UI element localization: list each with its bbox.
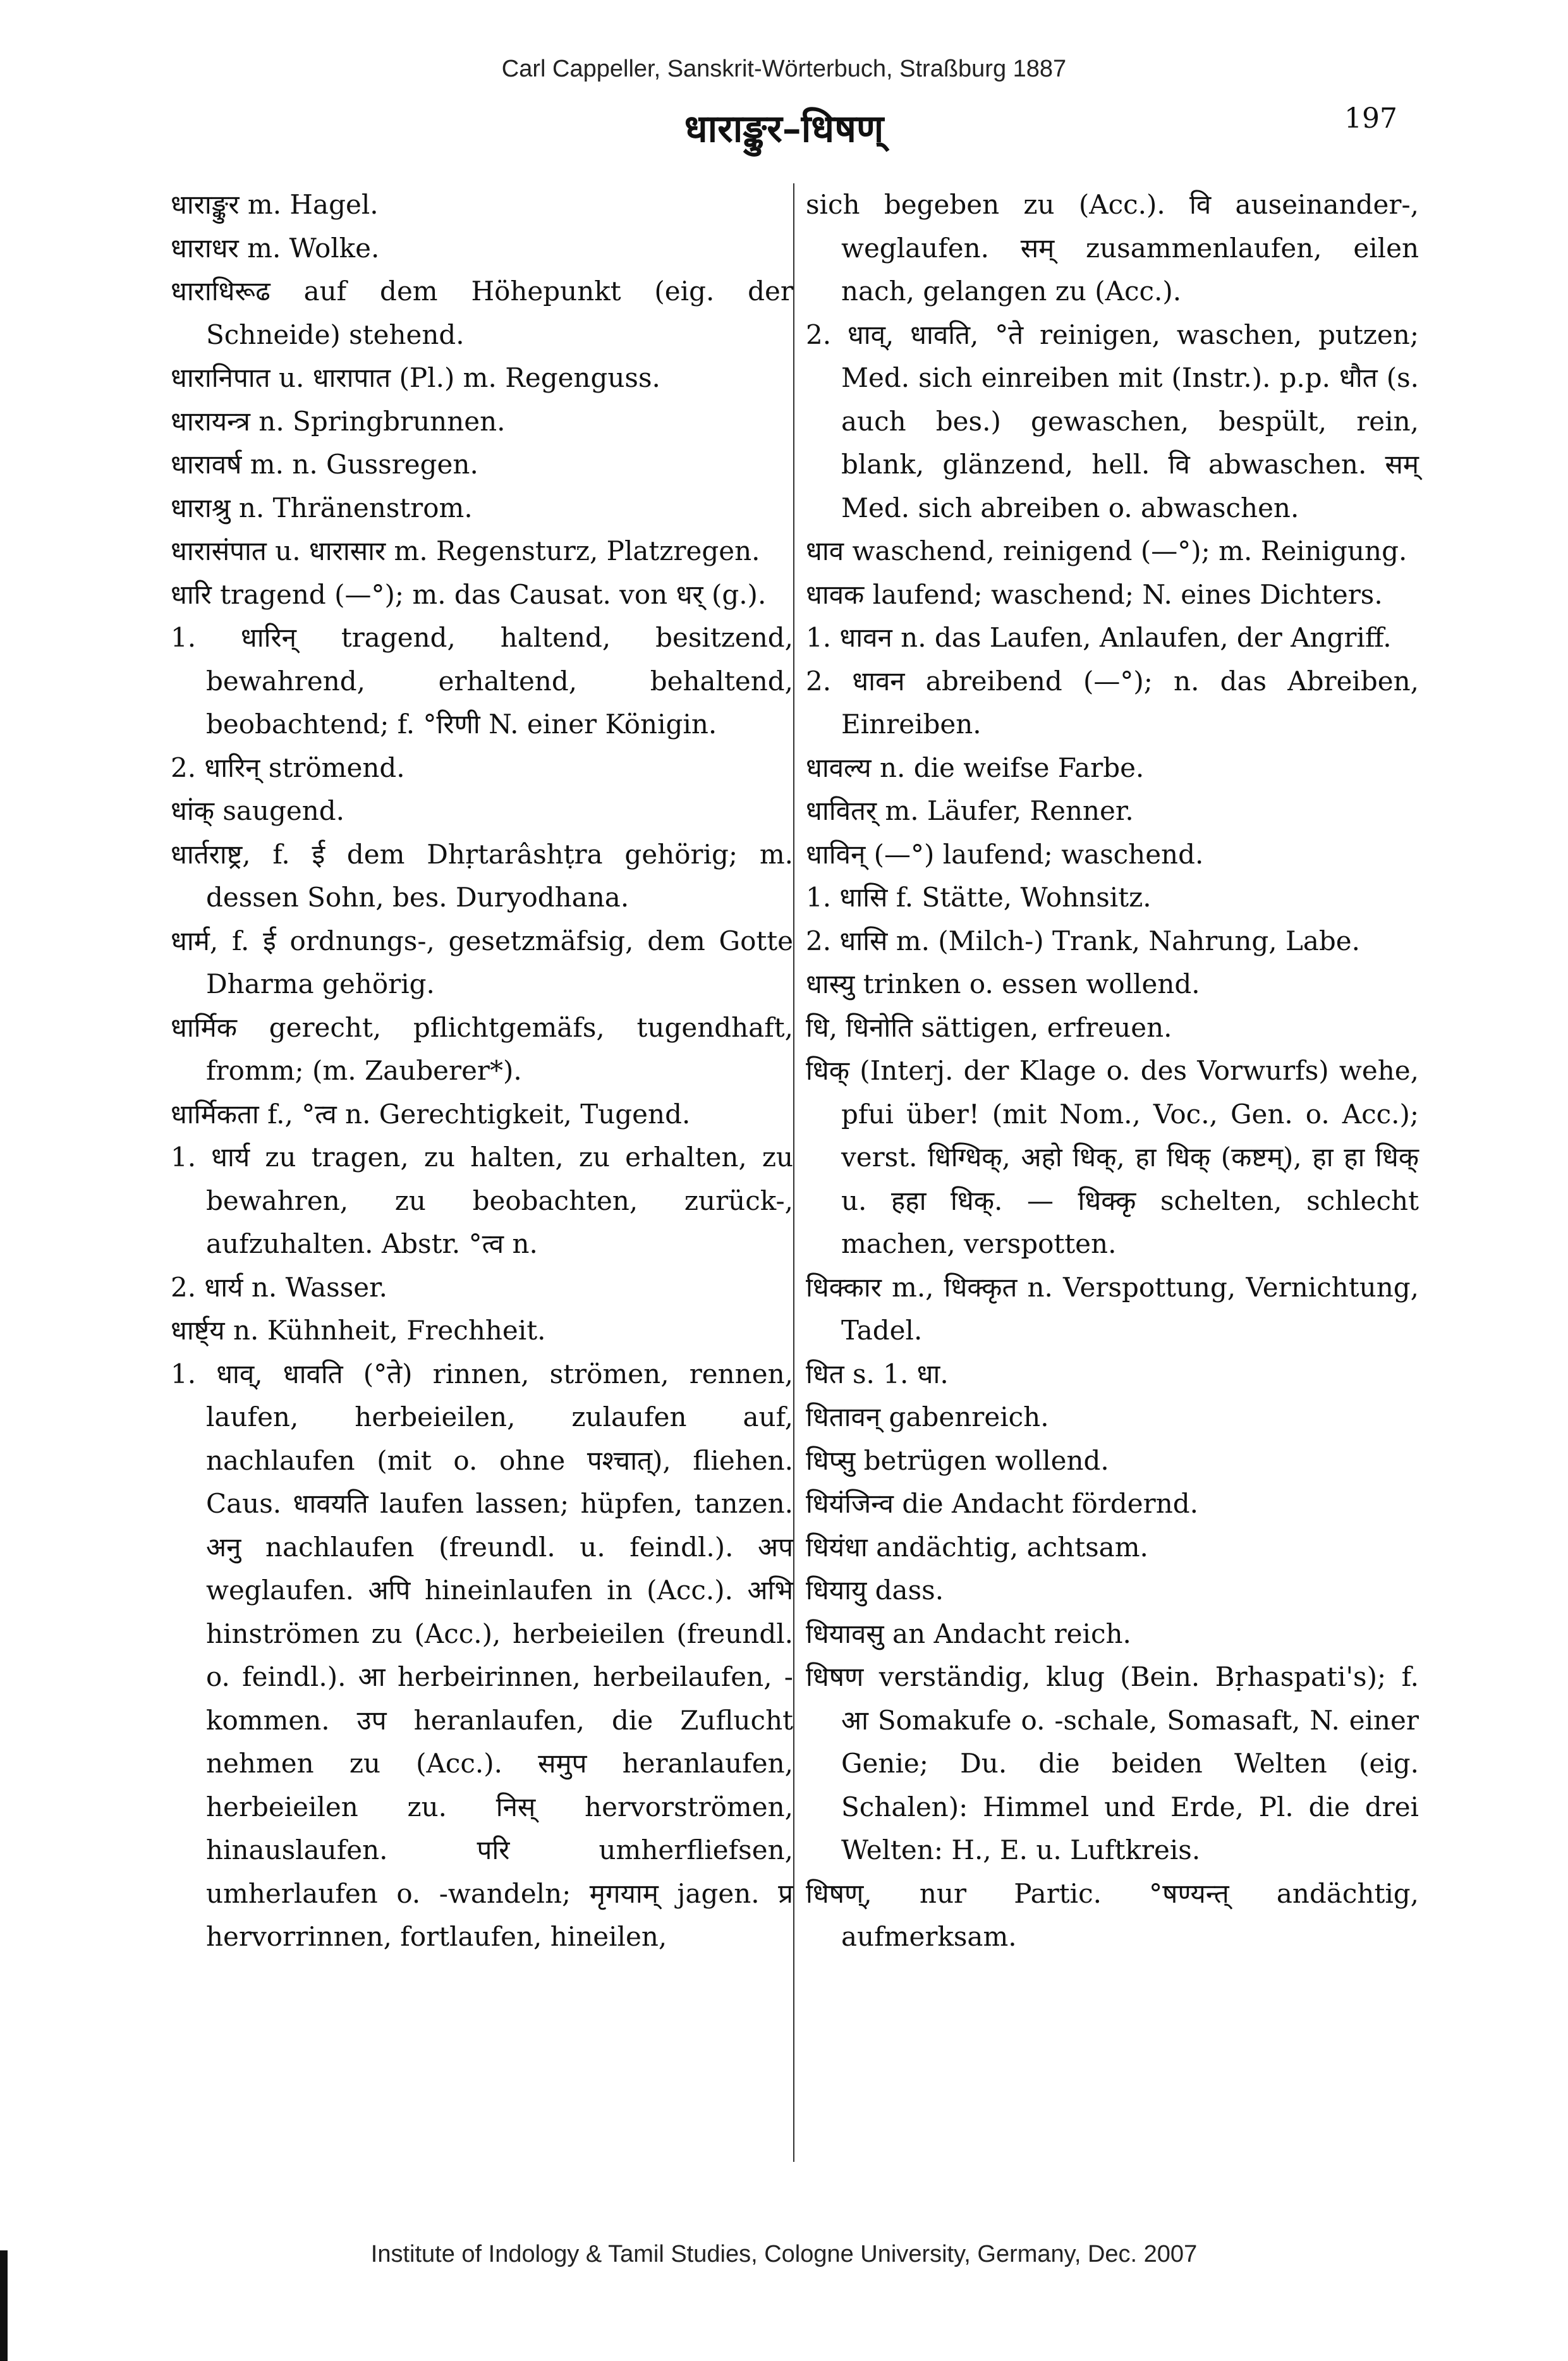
- left-column: [171, 183, 793, 1959]
- dictionary-entry: धाविन् (—°) laufend; waschend.: [806, 838, 1204, 870]
- dictionary-entry: धारावर्ष m. n. Gussregen.: [171, 449, 478, 480]
- source-header: Carl Cappeller, Sanskrit-Wörterbuch, Straßburg 1887: [501, 56, 1067, 82]
- dictionary-entry: धार्म, f. ई ordnungs-, gesetzmäfsig, dem Gotte Dharma gehörig.: [171, 925, 793, 999]
- source-footer: Institute of Indology & Tamil Studies, Cologne University, Germany, Dec. 2007: [370, 2241, 1198, 2267]
- dictionary-entry: 1. धासि f. Stätte, Wohnsitz.: [806, 882, 1152, 913]
- dictionary-entry: धिषण्, nur Partic. °षण्यन्त् andächtig, aufmerksam.: [806, 1877, 1419, 1952]
- dictionary-entry: धाराङ्कुर m. Hagel.: [171, 189, 379, 220]
- dictionary-entry: धार्मिक gerecht, pflichtgemäfs, tugendhaft, fromm; (m. Zauberer*).: [171, 1011, 793, 1086]
- dictionary-entry: धिक्कार m., धिक्कृत n. Verspottung, Vernichtung, Tadel.: [806, 1271, 1419, 1346]
- dictionary-entry: 1. धार्य zu tragen, zu halten, zu erhalten, zu bewahren, zu beobachten, zurück-, aufzuhalten. Abstr. °त्व n.: [171, 1142, 793, 1259]
- dictionary-entry: 2. धाव्, धावति, °ते reinigen, waschen, putzen; Med. sich einreiben mit (Instr.). p.p. धौत (s. auch bes.) gewaschen, bespült, rein, blank, glänzend, hell. वि abwaschen. सम् Med. sich abreiben o. abwaschen.: [806, 319, 1419, 523]
- column-divider: [793, 183, 794, 2162]
- dictionary-entry: धिषण verständig, klug (Bein. Bṛhaspati's); f. आ Somakufe o. -schale, Somasaft, N. einer Genie; Du. die beiden Welten (eig. Schalen): Himmel und Erde, Pl. die drei Welten: H., E. u. Luftkreis.: [806, 1661, 1419, 1865]
- dictionary-entry: 1. धावन n. das Laufen, Anlaufen, der Angriff.: [806, 622, 1392, 653]
- dictionary-entry: धारायन्त्र n. Springbrunnen.: [171, 405, 506, 437]
- scan-margin-mark: [0, 2250, 8, 2361]
- dictionary-entry: धारासंपात u. धारासार m. Regensturz, Platzregen.: [171, 535, 760, 566]
- dictionary-entry: धार्तराष्ट्र, f. ई dem Dhṛtarâshṭra gehörig; m. dessen Sohn, bes. Duryodhana.: [171, 838, 793, 913]
- dictionary-entry: धावक laufend; waschend; N. eines Dichters.: [806, 578, 1383, 610]
- right-column: [806, 183, 1419, 1959]
- dictionary-entry: धियंधा andächtig, achtsam.: [806, 1531, 1148, 1563]
- dictionary-entry: 1. धाव्, धावति (°ते) rinnen, strömen, rennen, laufen, herbeieilen, zulaufen auf, nachlaufen (mit o. ohne पश्चात्), fliehen. Caus. धावयति laufen lassen; hüpfen, tanzen. अनु nachlaufen (freundl. u. feindl.). अप weglaufen. अपि hineinlaufen in (Acc.). अभि hinströmen zu (Acc.), herbeieilen (freundl. o. feindl.). आ herbeirinnen, herbeilaufen, -kommen. उप heranlaufen, die Zuflucht nehmen zu (Acc.). समुप heranlaufen, herbeieilen zu. निस् hervorströmen, hinauslaufen. परि umherfliefsen, umherlaufen o. -wandeln; मृगयाम् jagen. प्र hervorrinnen, fortlaufen, hineilen,: [171, 1358, 793, 1952]
- dictionary-entry: धिप्सु betrügen wollend.: [806, 1444, 1109, 1476]
- dictionary-entry: 1. धारिन् tragend, haltend, besitzend, bewahrend, erhaltend, behaltend, beobachtend; f. °रिणी N. einer Königin.: [171, 622, 793, 740]
- dictionary-entry: धिक् (Interj. der Klage o. des Vorwurfs) wehe, pfui über! (mit Nom., Voc., Gen. o. Acc.); verst. धिग्धिक्, अहो धिक्, हा धिक् (कष्टम्), हा हा धिक् u. हहा धिक्. — धिक्कृ schelten, schlecht machen, verspotten.: [806, 1055, 1419, 1259]
- dictionary-entry: धारानिपात u. धारापात (Pl.) m. Regenguss.: [171, 362, 660, 393]
- dictionary-entry: धित s. 1. धा.: [806, 1358, 949, 1389]
- dictionary-entry: धियंजिन्व die Andacht fördernd.: [806, 1488, 1199, 1519]
- dictionary-entry: 2. धावन abreibend (—°); n. das Abreiben, Einreiben.: [806, 665, 1419, 740]
- running-head: धाराङ्कुर–धिषण्: [684, 107, 884, 151]
- dictionary-entry: धावितर् m. Läufer, Renner.: [806, 795, 1134, 826]
- dictionary-entry: धावल्य n. die weifse Farbe.: [806, 752, 1145, 783]
- dictionary-entry: sich begeben zu (Acc.). वि auseinander-, weglaufen. सम् zusammenlaufen, eilen nach, gelangen zu (Acc.).: [806, 189, 1419, 307]
- dictionary-entry: धि, धिनोति sättigen, erfreuen.: [806, 1011, 1172, 1043]
- dictionary-entry: धार्मिकता f., °त्व n. Gerechtigkeit, Tugend.: [171, 1098, 691, 1130]
- dictionary-entry: 2. धारिन् strömend.: [171, 752, 405, 783]
- dictionary-entry: धाराधिरूढ auf dem Höhepunkt (eig. der Schneide) stehend.: [171, 276, 793, 350]
- page-number: 197: [1344, 102, 1397, 135]
- dictionary-entry: 2. धार्य n. Wasser.: [171, 1271, 387, 1303]
- dictionary-entry: 2. धासि m. (Milch-) Trank, Nahrung, Labe.: [806, 925, 1360, 956]
- dictionary-entry: धारि tragend (—°); m. das Causat. von धर् (g.).: [171, 578, 767, 610]
- dictionary-entry: धांक् saugend.: [171, 795, 344, 826]
- dictionary-entry: धाराश्रु n. Thränenstrom.: [171, 492, 473, 523]
- dictionary-entry: धाराधर m. Wolke.: [171, 232, 380, 264]
- dictionary-entry: धितावन् gabenreich.: [806, 1401, 1049, 1432]
- dictionary-entry: धाव waschend, reinigend (—°); m. Reinigung.: [806, 535, 1407, 566]
- dictionary-entry: धियायु dass.: [806, 1575, 944, 1606]
- dictionary-entry: धार्ष्ट्य n. Kühnheit, Frechheit.: [171, 1315, 546, 1346]
- dictionary-entry: धियावसु an Andacht reich.: [806, 1618, 1131, 1649]
- dictionary-entry: धास्यु trinken o. essen wollend.: [806, 968, 1200, 999]
